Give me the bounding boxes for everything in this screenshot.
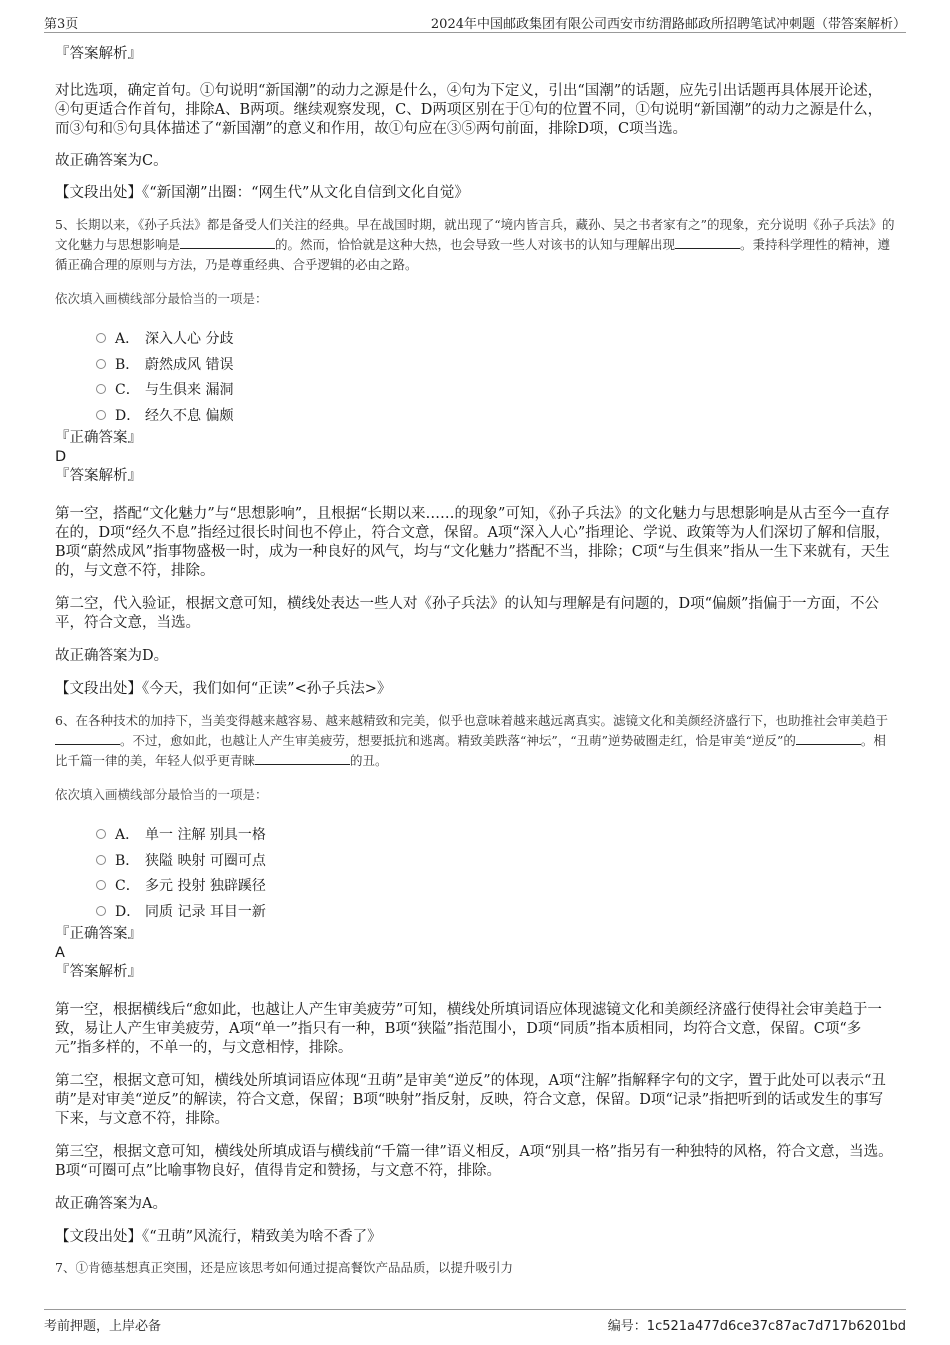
radio-icon[interactable] [96, 906, 106, 916]
source: 【文段出处】《“丑萌”风流行，精致美为啥不香了》 [55, 1229, 382, 1245]
option-b[interactable]: B． 狭隘 映射 可圈可点 [55, 849, 895, 875]
blank-line [255, 752, 350, 765]
option-d[interactable]: D． 经久不息 偏颇 [55, 404, 895, 430]
conclusion: 故正确答案为A。 [55, 1196, 167, 1212]
blank-line [796, 732, 861, 745]
page-header [44, 10, 906, 33]
radio-icon[interactable] [96, 880, 106, 890]
document-body [55, 45, 895, 1284]
answer-analysis: 第一空，搭配“文化魅力”与“思想影响”，且根据“长期以来……的现象”可知，《孙子兵法》的文化魅力与思想影响是从古至今一直存在的，D项“经久不息”指经过很长时间也不停止，符合文意，保留。A项“深入人心”指理论、学说、政策等为人们深切了解和信服，B项“蔚然成风”指事物盛极一时，成为一种良好的风气，均与“文化魅力”搭配不当，排除；C项“与生俱来”指从一生下来就有，天生的，与文意不符，排除。 [55, 506, 890, 579]
page-footer [44, 1309, 906, 1334]
conclusion: 故正确答案为C。 [55, 153, 168, 169]
option-c[interactable]: C． 与生俱来 漏洞 [55, 378, 895, 404]
answer-analysis-label: 『答案解析』 [55, 964, 142, 980]
document-id-code: 1c521a477d6ce37c87ac7d717b6201bd [646, 1319, 906, 1334]
conclusion: 故正确答案为D。 [55, 648, 169, 664]
option-a[interactable]: A． 单一 注解 别具一格 [55, 823, 895, 849]
blank-line [675, 236, 740, 249]
blank-line [180, 236, 275, 249]
answer-analysis: 第三空，根据文意可知，横线处所填成语与横线前“千篇一律”语义相反，A项“别具一格”指另有一种独特的风格，符合文意，当选。B项“可圈可点”比喻事物良好，值得肯定和赞扬，与文意不符，排除。 [55, 1144, 893, 1179]
question-stem: 7、①肯德基想真正突围，还是应该思考如何通过提高餐饮产品品质，以提升吸引力 [55, 1260, 513, 1275]
document-id-label: 编号： [607, 1319, 647, 1334]
answer-analysis: 第二空，代入验证，根据文意可知，横线处表达一些人对《孙子兵法》的认知与理解是有问题的，D项“偏颇”指偏于一方面，不公平，符合文意，当选。 [55, 596, 879, 631]
options-list [55, 823, 895, 925]
correct-answer: D [55, 449, 67, 465]
document-title: 2024年中国邮政集团有限公司西安市纺渭路邮政所招聘笔试冲刺题（带答案解析） [430, 17, 906, 32]
radio-icon[interactable] [96, 384, 106, 394]
source: 【文段出处】《今天，我们如何“正读”<孙子兵法>》 [55, 681, 392, 697]
question-stem: 5、长期以来，《孙子兵法》都是备受人们关注的经典。早在战国时期，就出现了“境内皆言兵，藏孙、吴之书者家有之”的现象，充分说明《孙子兵法》的文化魅力与思想影响是 的。然而，恰恰就是这种大热，也会导致一些人对该书的认知与理解出现 。秉持科学理性的精神，遵循正确合理的原则与方法，乃是尊重经典、合乎逻辑的必由之路。 [55, 217, 895, 272]
radio-icon[interactable] [96, 359, 106, 369]
question-instruction: 依次填入画横线部分最恰当的一项是： [55, 291, 268, 306]
document-id [608, 1315, 906, 1334]
blank-line [55, 732, 120, 745]
options-list [55, 327, 895, 429]
source: 【文段出处】《“新国潮”出圈：“网生代”从文化自信到文化自觉》 [55, 185, 469, 201]
correct-answer-label: 『正确答案』 [55, 430, 142, 446]
footer-slogan: 考前押题，上岸必备 [44, 1319, 162, 1334]
answer-analysis: 第一空，根据横线后“愈如此，也越让人产生审美疲劳”可知，横线处所填词语应体现滤镜文化和美颜经济盛行使得社会审美趋于一致，易让人产生审美疲劳，A项“单一”指只有一种，B项“狭隘”指范围小，D项“同质”指本质相同，均符合文意，保留。C项“多元”指多样的，不单一的，与文意相悖，排除。 [55, 1002, 882, 1056]
radio-icon[interactable] [96, 829, 106, 839]
answer-analysis: 对比选项，确定首句。①句说明“新国潮”的动力之源是什么，④句为下定义，引出“国潮”的话题，应先引出话题再具体展开论述，④句更适合作首句，排除A、B两项。继续观察发现，C、D两项区别在于①句的位置不同，①句说明“新国潮”的动力之源是什么，而③句和⑤句具体描述了“新国潮”的意义和作用，故①句应在③⑤两句前面，排除D项，C项当选。 [55, 83, 883, 137]
correct-answer-label: 『正确答案』 [55, 926, 142, 942]
radio-icon[interactable] [96, 410, 106, 420]
correct-answer: A [55, 945, 65, 961]
question-instruction: 依次填入画横线部分最恰当的一项是： [55, 787, 268, 802]
option-b[interactable]: B． 蔚然成风 错误 [55, 353, 895, 379]
option-d[interactable]: D． 同质 记录 耳目一新 [55, 900, 895, 926]
option-a[interactable]: A． 深入人心 分歧 [55, 327, 895, 353]
option-c[interactable]: C． 多元 投射 独辟蹊径 [55, 874, 895, 900]
radio-icon[interactable] [96, 855, 106, 865]
answer-analysis: 第二空，根据文意可知，横线处所填词语应体现“丑萌”是审美“逆反”的体现，A项“注解”指解释字句的文字，置于此处可以表示“丑萌”是对审美“逆反”的解读，符合文意，保留；B项“映射”指反射，反映，符合文意，保留。D项“记录”指把听到的话或发生的事写下来，与文意不符，排除。 [55, 1073, 886, 1127]
radio-icon[interactable] [96, 333, 106, 343]
page-number: 第3页 [44, 17, 79, 32]
answer-analysis-label: 『答案解析』 [55, 46, 142, 62]
answer-analysis-label: 『答案解析』 [55, 468, 142, 484]
question-stem: 6、在各种技术的加持下，当美变得越来越容易、越来越精致和完美，似乎也意味着越来越远离真实。滤镜文化和美颜经济盛行下，也助推社会审美趋于。不过，愈如此，也越让人产生审美疲劳，想要抵抗和逃离。精致美跌落“神坛”，“丑萌”逆势破圈走红，恰是审美“逆反”的 。相比千篇一律的美，年轻人似乎更青睐 的丑。 [55, 713, 888, 768]
